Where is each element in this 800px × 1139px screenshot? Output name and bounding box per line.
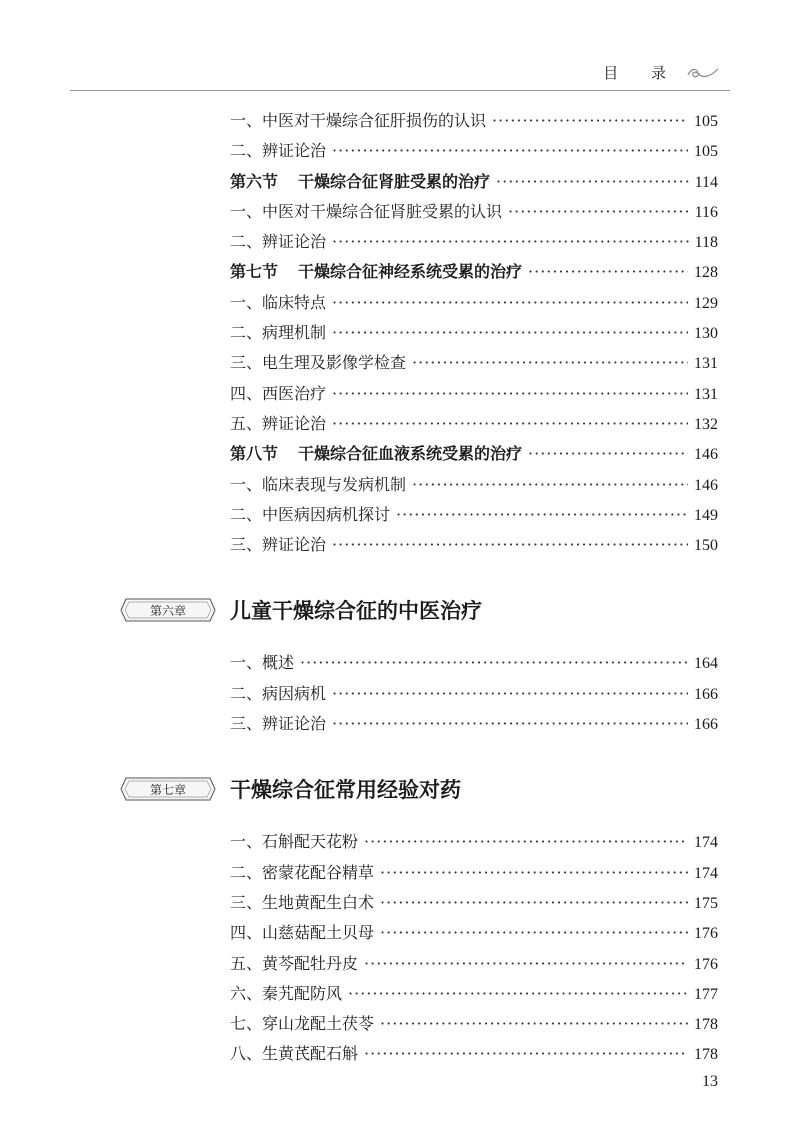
toc-entry[interactable] (230, 106, 718, 136)
leader-dots (380, 858, 688, 888)
leader-dots (332, 379, 688, 409)
entry-label (230, 949, 358, 979)
entry-label (230, 288, 326, 318)
toc-group-sections (230, 106, 718, 560)
entry-label (230, 409, 326, 439)
entry-page-number: 118 (694, 234, 718, 252)
toc-entry[interactable] (230, 858, 718, 888)
section-number: 第七节 (230, 262, 279, 282)
leader-dots (496, 167, 689, 197)
entry-label (230, 227, 326, 257)
entry-title: 三、生地黄配生白术 (230, 892, 375, 912)
toc-entry[interactable] (230, 136, 718, 166)
entry-label (230, 648, 294, 678)
entry-title: 一、中医对干燥综合征肾脏受累的认识 (230, 201, 503, 221)
toc-section-entry[interactable] (230, 439, 718, 469)
leader-dots (364, 949, 688, 979)
leader-dots (332, 318, 688, 348)
leader-dots (528, 257, 688, 287)
toc-section-entry[interactable] (230, 257, 718, 287)
leader-dots (380, 888, 688, 918)
entry-label (230, 530, 326, 560)
entry-title: 八、生黄芪配石斛 (230, 1044, 359, 1064)
chapter-badge-label: 第七章 (149, 782, 186, 797)
leader-dots (332, 709, 688, 739)
entry-label (230, 167, 490, 197)
leader-dots (508, 197, 689, 227)
toc-entry[interactable] (230, 227, 718, 257)
leader-dots (412, 348, 688, 378)
entry-title: 四、西医治疗 (230, 383, 327, 403)
entry-title: 四、山慈菇配土贝母 (230, 923, 375, 943)
entry-page-number: 149 (694, 506, 718, 524)
leader-dots (348, 979, 688, 1009)
entry-title: 一、石斛配天花粉 (230, 832, 359, 852)
entry-title: 三、辨证论治 (230, 535, 327, 555)
entry-label (230, 1039, 358, 1069)
entry-page-number: 166 (694, 685, 718, 703)
entry-title: 五、黄芩配牡丹皮 (230, 953, 359, 973)
page-number: 13 (702, 1073, 718, 1090)
entry-page-number: 150 (694, 537, 718, 555)
toc-entry[interactable] (230, 379, 718, 409)
entry-page-number: 176 (694, 955, 718, 973)
entry-page-number: 114 (694, 173, 718, 191)
entry-page-number: 129 (694, 294, 718, 312)
entry-title: 二、辨证论治 (230, 232, 327, 252)
header-rule (70, 90, 730, 91)
swirl-ornament-icon (686, 65, 720, 81)
toc-section-entry[interactable] (230, 167, 718, 197)
entry-title: 二、辨证论治 (230, 141, 327, 161)
leader-dots (332, 530, 688, 560)
leader-dots (364, 1039, 688, 1069)
entry-title: 干燥综合征神经系统受累的治疗 (298, 262, 523, 282)
table-of-contents (149, 106, 718, 1070)
chapter-title: 儿童干燥综合征的中医治疗 (230, 599, 482, 624)
leader-dots (332, 227, 689, 257)
entry-page-number: 130 (694, 325, 718, 343)
toc-entry[interactable] (230, 348, 718, 378)
entry-label (230, 1009, 374, 1039)
toc-entry[interactable] (230, 979, 718, 1009)
entry-page-number: 176 (694, 925, 718, 943)
toc-entry[interactable] (230, 1009, 718, 1039)
leader-dots (412, 470, 688, 500)
entry-title: 六、秦艽配防风 (230, 983, 343, 1003)
leader-dots (332, 409, 688, 439)
chapter-7-items (230, 827, 718, 1069)
entry-title: 干燥综合征血液系统受累的治疗 (298, 444, 523, 464)
entry-title: 五、辨证论治 (230, 413, 327, 433)
toc-entry[interactable] (230, 888, 718, 918)
entry-label (230, 709, 326, 739)
entry-page-number: 128 (694, 264, 718, 282)
entry-page-number: 175 (694, 894, 718, 912)
entry-label (230, 979, 342, 1009)
toc-entry[interactable] (230, 648, 718, 678)
entry-label (230, 470, 406, 500)
chapter-7-heading (120, 759, 718, 819)
entry-title: 一、概述 (230, 653, 295, 673)
leader-dots (380, 918, 688, 948)
entry-title: 干燥综合征肾脏受累的治疗 (298, 171, 491, 191)
entry-label (230, 257, 522, 287)
leader-dots (332, 136, 688, 166)
section-number: 第八节 (230, 444, 279, 464)
toc-entry[interactable] (230, 318, 718, 348)
entry-page-number: 164 (694, 655, 718, 673)
leader-dots (300, 648, 688, 678)
chapter-badge-label: 第六章 (149, 603, 186, 618)
leader-dots (332, 679, 688, 709)
entry-label (230, 918, 374, 948)
toc-entry[interactable] (230, 1039, 718, 1069)
entry-page-number: 131 (694, 355, 718, 373)
entry-label (230, 106, 486, 136)
chapter-badge (120, 598, 216, 622)
entry-page-number: 146 (694, 446, 718, 464)
toc-entry[interactable] (230, 709, 718, 739)
chapter-6-items (230, 648, 718, 739)
entry-page-number: 116 (694, 203, 718, 221)
section-number: 第六节 (230, 171, 279, 191)
entry-page-number: 178 (694, 1046, 718, 1064)
leader-dots (528, 439, 688, 469)
entry-title: 二、病理机制 (230, 323, 327, 343)
toc-entry[interactable] (230, 409, 718, 439)
entry-label (230, 888, 374, 918)
entry-title: 一、临床表现与发病机制 (230, 474, 407, 494)
chapter-title: 干燥综合征常用经验对药 (230, 778, 461, 803)
leader-dots (380, 1009, 688, 1039)
entry-label (230, 858, 374, 888)
chapter-badge (120, 777, 216, 801)
entry-page-number: 166 (694, 716, 718, 734)
entry-title: 三、辨证论治 (230, 714, 327, 734)
toc-entry[interactable] (230, 470, 718, 500)
toc-entry[interactable] (230, 288, 718, 318)
toc-entry[interactable] (230, 949, 718, 979)
toc-entry[interactable] (230, 500, 718, 530)
entry-label (230, 379, 326, 409)
entry-label (230, 318, 326, 348)
entry-title: 二、病因病机 (230, 683, 327, 703)
entry-page-number: 146 (694, 476, 718, 494)
toc-entry[interactable] (230, 827, 718, 857)
entry-label (230, 439, 522, 469)
entry-title: 二、中医病因病机探讨 (230, 504, 391, 524)
entry-page-number: 174 (694, 864, 718, 882)
entry-page-number: 132 (694, 415, 718, 433)
header-title: 目 录 (603, 64, 680, 82)
entry-page-number: 177 (694, 985, 718, 1003)
entry-title: 一、临床特点 (230, 292, 327, 312)
entry-label (230, 136, 326, 166)
entry-title: 七、穿山龙配土茯苓 (230, 1014, 375, 1034)
entry-label (230, 197, 502, 227)
entry-page-number: 105 (694, 113, 718, 130)
toc-entry[interactable] (230, 679, 718, 709)
leader-dots (332, 288, 688, 318)
entry-label (230, 827, 358, 857)
entry-title: 二、密蒙花配谷精草 (230, 862, 375, 882)
toc-entry[interactable] (230, 197, 718, 227)
entry-page-number: 105 (694, 143, 718, 161)
leader-dots (396, 500, 688, 530)
entry-label (230, 348, 406, 378)
toc-entry[interactable] (230, 530, 718, 560)
entry-label (230, 679, 326, 709)
chapter-6-heading (120, 580, 718, 640)
entry-label (230, 500, 390, 530)
toc-entry[interactable] (230, 918, 718, 948)
entry-page-number: 131 (694, 385, 718, 403)
running-header (603, 62, 720, 83)
leader-dots (492, 106, 688, 136)
entry-page-number: 178 (694, 1016, 718, 1034)
entry-title: 一、中医对干燥综合征肝损伤的认识 (230, 111, 487, 130)
leader-dots (364, 827, 688, 857)
entry-title: 三、电生理及影像学检查 (230, 353, 407, 373)
entry-page-number: 174 (694, 834, 718, 852)
